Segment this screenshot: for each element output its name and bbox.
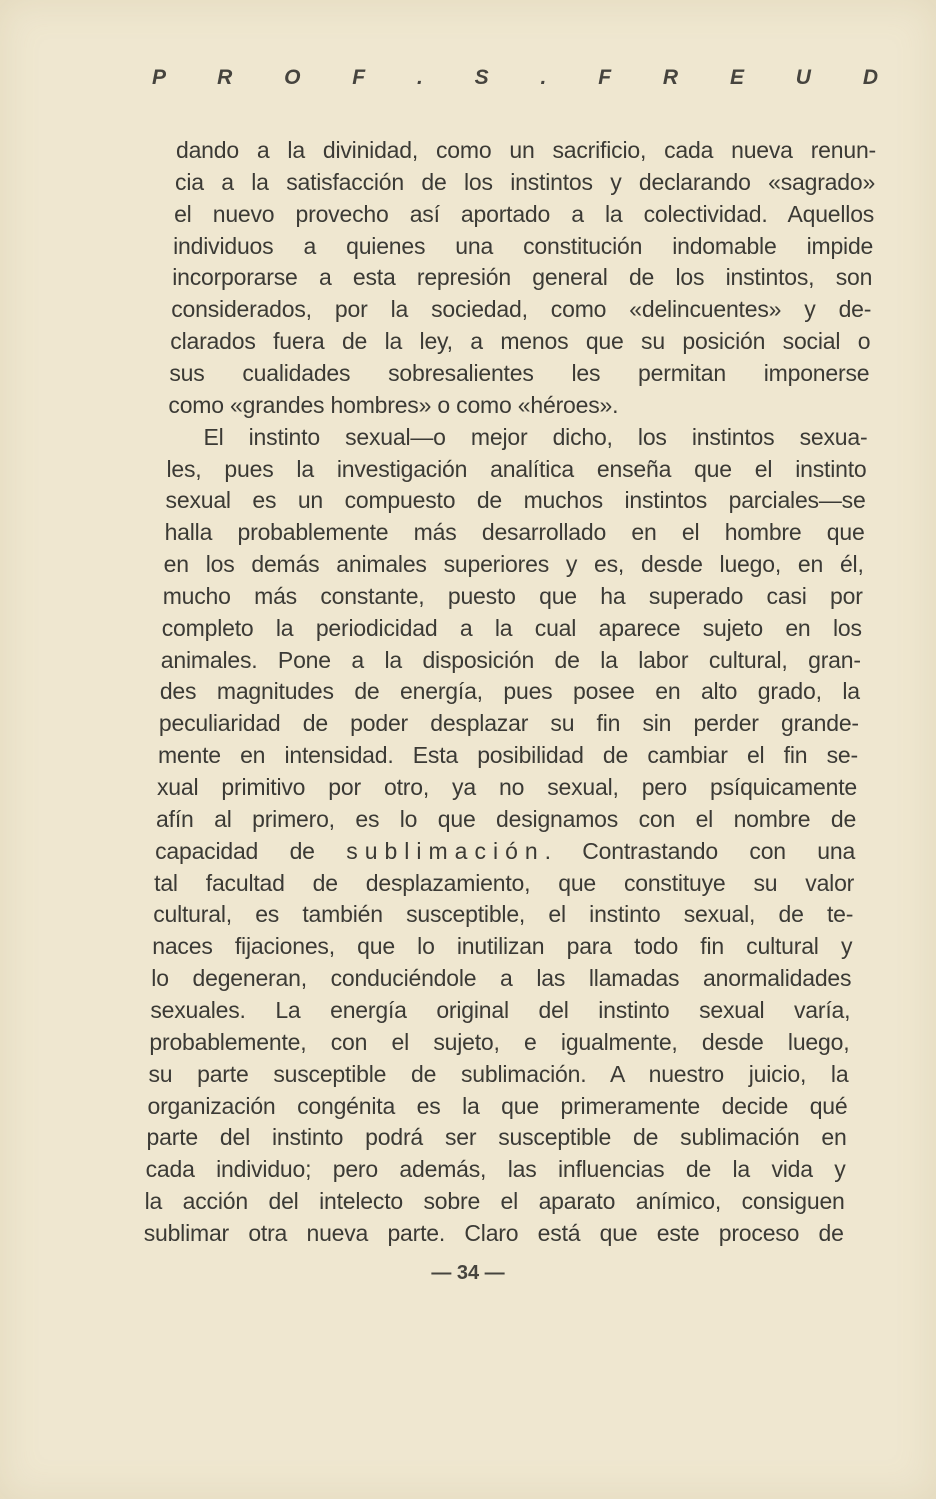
text-line: les, pues la investigación analítica enseña que el instinto [166,455,867,482]
spaced-emphasis-word: sublimación [346,837,545,864]
text-line: sus cualidades sobresalientes les permitan imponerse [169,359,870,386]
text-line: cultural, es también susceptible, el instinto sexual, de te- [153,901,854,928]
text-line: dando a la divinidad, como un sacrificio, cada nueva renun- [176,137,876,163]
text-line: lo degeneran, conduciéndole a las llamadas anormalidades [151,965,852,992]
text-line: su parte susceptible de sublimación. A nuestro juicio, la [148,1060,849,1087]
text-line: clarados fuera de la ley, a menos que su posición social o [170,328,871,355]
text-line: probablemente, con el sujeto, e igualmente, desde luego, [149,1028,850,1055]
text-line: como «grandes hombres» o como «héroes». [168,391,619,418]
text-line: incorporarse a esta represión general de los instintos, son [172,264,873,291]
text-line: el nuevo provecho así aportado a la colectividad. Aquellos [174,200,875,227]
text-line: afín al primero, es lo que designamos con el nombre de [156,805,857,832]
text-line: cada individuo; pero además, las influencias de la vida y [145,1156,846,1183]
text-line: mucho más constante, puesto que ha superado casi por [162,582,863,609]
page-number: — 34 — [431,1262,505,1284]
text-line: naces fijaciones, que lo inutilizan para todo fin cultural y [152,933,853,960]
text-line: organización congénita es la que primeramente decide qué [147,1092,848,1119]
text-line: sexuales. La energía original del instinto sexual varía, [150,996,851,1023]
text-line: peculiaridad de poder desplazar su fin sin perder grande- [158,710,859,737]
text-line: en los demás animales superiores y es, desde luego, en él, [163,551,864,578]
text-fragment: capacidad de [155,837,315,864]
text-line: sublimar otra nueva parte. Claro está que este proceso de [143,1219,844,1246]
text-line: halla probablemente más desarrollado en el hombre que [164,519,865,546]
text-line: des magnitudes de energía, pues posee en alto grado, la [159,678,860,705]
text-line: xual primitivo por otro, ya no sexual, pero psíquicamente [157,774,857,800]
text-line: El instinto sexual—o mejor dicho, los instintos sexua- [203,423,868,450]
text-line: cia a la satisfacción de los instintos y declarando «sagrado» [175,168,876,195]
text-line: individuos a quienes una constitución indomable impide [173,232,874,259]
text-line: mente en intensidad. Esta posibilidad de cambiar el fin se- [157,742,858,769]
running-head: P R O F . S . F R E U D [152,66,878,89]
text-line: parte del instinto podrá ser susceptible de sublimación en [146,1124,847,1151]
text-line: completo la periodicidad a la cual aparece sujeto en los [161,614,862,641]
text-fragment: . Contrastando con una [544,837,856,864]
text-line: considerados, por la sociedad, como «delincuentes» y de- [171,296,872,323]
text-line: tal facultad de desplazamiento, que constituye su valor [154,869,855,896]
text-line [155,836,855,866]
text-line: animales. Pone a la disposición de la labor cultural, gran- [160,646,861,673]
text-line: sexual es un compuesto de muchos instintos parciales—se [165,487,866,514]
text-line: la acción del intelecto sobre el aparato anímico, consiguen [144,1188,845,1215]
